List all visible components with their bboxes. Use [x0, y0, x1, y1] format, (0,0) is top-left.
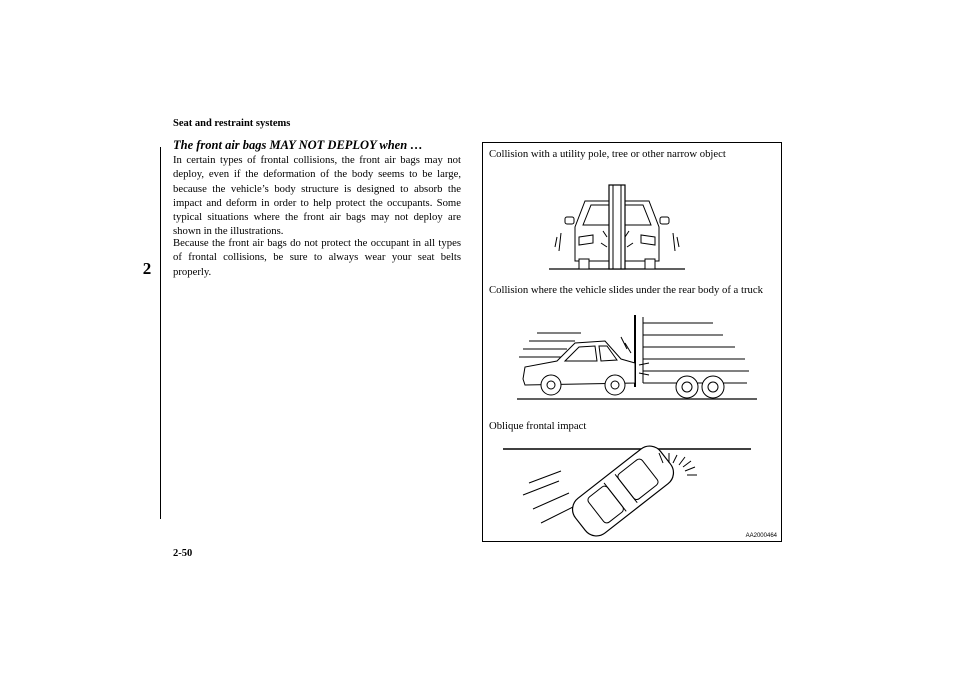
article-paragraph-1: In certain types of frontal collisions, the front air bags may not deploy, even if the deformation of the body seems to be large, because the vehicle’s body structure is designed to absorb the impact and deform in order to help protect the occupants. Some typical situations where the front air bags may not deploy are shown in the illustrations. [173, 154, 461, 238]
narrow-object-collision-illustration [547, 181, 687, 277]
oblique-impact-illustration [499, 441, 755, 537]
chapter-tab: 2 [142, 259, 152, 278]
caption-oblique-impact: Oblique frontal impact [489, 420, 587, 432]
section-header: Seat and restraint systems [173, 118, 291, 129]
article-paragraph-2: Because the front air bags do not protect the occupant in all types of frontal collisions, be sure to always wear your seat belts properly. [173, 237, 461, 278]
caption-truck-underride: Collision where the vehicle slides under the rear body of a truck [489, 284, 763, 296]
chapter-divider [160, 147, 161, 519]
page-number: 2-50 [173, 548, 193, 559]
article-heading: The front air bags MAY NOT DEPLOY when … [173, 138, 423, 152]
truck-underride-collision-illustration [517, 313, 757, 405]
caption-narrow-object: Collision with a utility pole, tree or other narrow object [489, 148, 726, 160]
figure-code: AA2000464 [745, 533, 777, 539]
illustration-panel [482, 142, 782, 542]
